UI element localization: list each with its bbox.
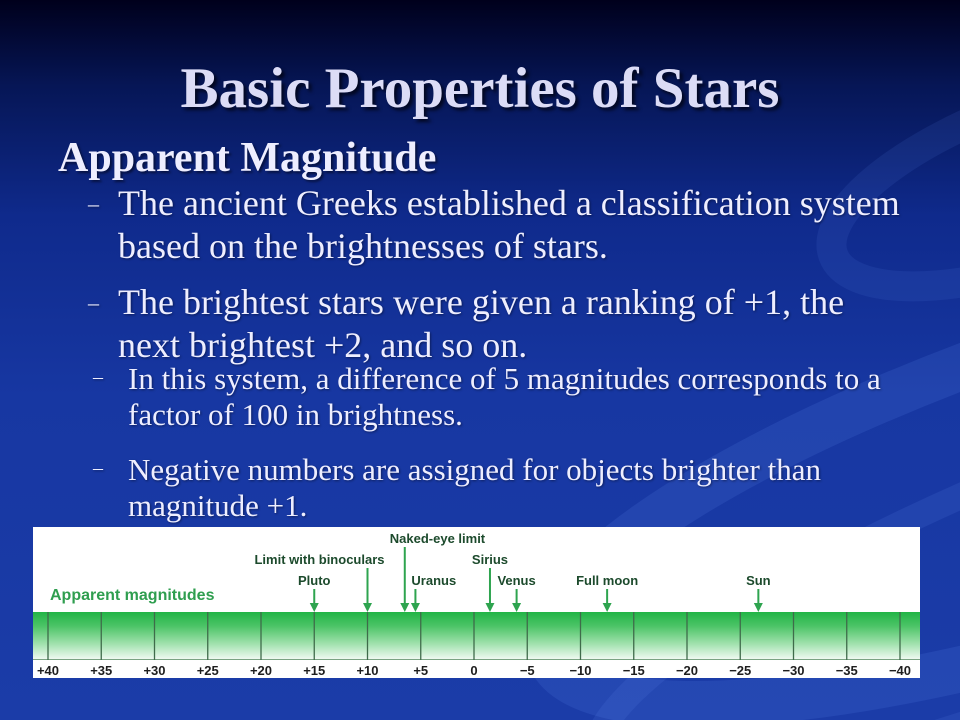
- bullet-marker: –: [88, 290, 99, 315]
- tick-label: −35: [835, 663, 858, 678]
- tick-label: +25: [196, 663, 219, 678]
- scale-label: Apparent magnitudes: [50, 587, 215, 604]
- marker-label: Sirius: [471, 552, 509, 567]
- bullet-line: next brightest +2, and so on.: [118, 325, 528, 365]
- bullet-marker: –: [93, 457, 103, 479]
- object-markers: [254, 531, 770, 612]
- bullet-line: The ancient Greeks established a classification system: [118, 183, 900, 223]
- arrow-down-icon: [754, 603, 763, 612]
- arrow-down-icon: [400, 603, 409, 612]
- arrow-down-icon: [485, 603, 494, 612]
- tick-label: −20: [675, 663, 699, 678]
- bullet-marker: –: [93, 366, 103, 388]
- tick-label: +15: [303, 663, 326, 678]
- marker-uranus: [411, 573, 456, 612]
- tick-label: 0: [470, 663, 478, 678]
- marker-label: Pluto: [298, 573, 331, 588]
- marker-sun: [746, 573, 771, 612]
- arrow-down-icon: [411, 603, 420, 612]
- marker-label: Uranus: [411, 573, 457, 588]
- arrow-down-icon: [512, 603, 521, 612]
- tick-label: −40: [888, 663, 912, 678]
- bullet-brightest-ranking: [88, 281, 844, 367]
- tick-label: +20: [249, 663, 273, 678]
- tick-marks: [37, 612, 911, 678]
- section-heading: Apparent Magnitude: [58, 135, 437, 181]
- tick-label: −30: [782, 663, 805, 678]
- tick-label: −5: [519, 663, 535, 678]
- tick-label: +10: [356, 663, 379, 678]
- marker-label: Naked-eye limit: [389, 531, 486, 546]
- marker-full-moon: [576, 573, 638, 612]
- marker-venus: [497, 573, 535, 612]
- sub-bullet-magnitude-difference: [93, 361, 881, 433]
- slide-title: Basic Properties of Stars: [180, 57, 780, 120]
- bullet-line: based on the brightnesses of stars.: [118, 226, 608, 266]
- tick-label: +40: [36, 663, 60, 678]
- tick-label: +30: [143, 663, 166, 678]
- marker-label: Sun: [746, 573, 771, 588]
- tick-label: +5: [413, 663, 429, 678]
- tick-label: +35: [90, 663, 113, 678]
- bullet-marker: –: [88, 191, 99, 216]
- bullet-line: In this system, a difference of 5 magnitudes corresponds to a: [128, 361, 881, 396]
- arrow-down-icon: [603, 603, 612, 612]
- sub-bullet-negative-numbers: [93, 452, 821, 524]
- marker-label: Limit with binoculars: [254, 552, 385, 567]
- magnitude-scale-figure: [33, 527, 920, 678]
- bullet-line: magnitude +1.: [128, 488, 308, 523]
- tick-label: −15: [622, 663, 645, 678]
- tick-label: −25: [729, 663, 752, 678]
- bullet-line: Negative numbers are assigned for objects brighter than: [128, 452, 821, 487]
- marker-pluto: [298, 573, 331, 612]
- marker-label: Full moon: [576, 573, 639, 588]
- tick-label: −10: [569, 663, 592, 678]
- bullet-line: The brightest stars were given a ranking of +1, the: [118, 282, 845, 322]
- marker-label: Venus: [497, 573, 536, 588]
- magnitude-scale-svg: [33, 527, 920, 678]
- bullet-greek-classification: [88, 182, 900, 268]
- arrow-down-icon: [363, 603, 372, 612]
- marker-naked-eye-limit: [390, 531, 486, 612]
- arrow-down-icon: [310, 603, 319, 612]
- bullet-line: factor of 100 in brightness.: [128, 397, 463, 432]
